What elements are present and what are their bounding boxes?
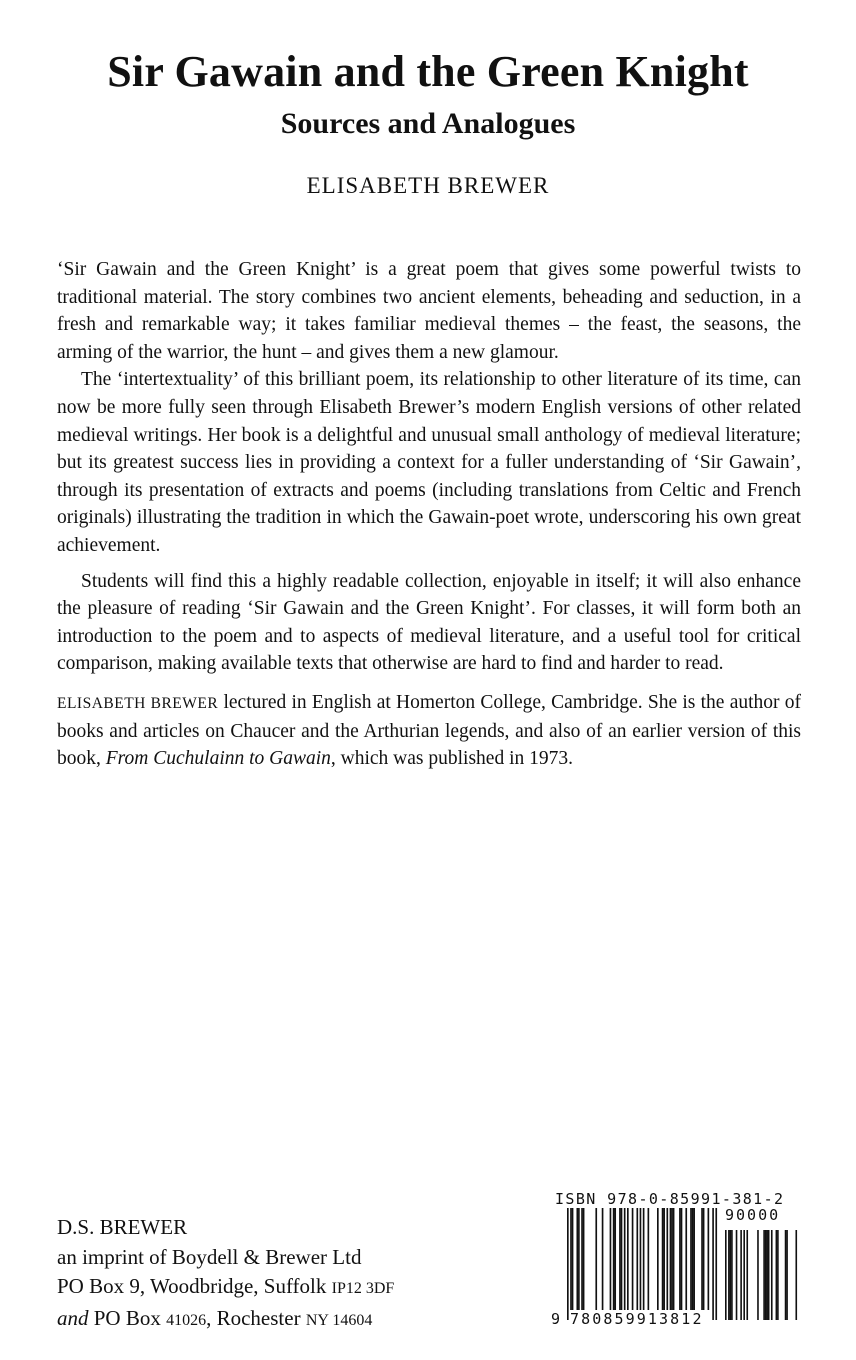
barcode-bar bbox=[690, 1208, 692, 1310]
addon-bar bbox=[768, 1230, 770, 1320]
address-us-box: 41026 bbox=[166, 1311, 207, 1329]
barcode-bar bbox=[583, 1208, 585, 1310]
addon-bar bbox=[728, 1230, 730, 1320]
addon-bar bbox=[766, 1230, 768, 1320]
barcode-bar bbox=[624, 1208, 626, 1310]
barcode-bar bbox=[576, 1208, 578, 1310]
barcode-bar bbox=[712, 1208, 714, 1320]
publisher-address-uk bbox=[57, 1272, 394, 1304]
barcode-bar bbox=[643, 1208, 645, 1320]
author-bio-name: ELISABETH BREWER bbox=[57, 694, 219, 712]
barcode-bar bbox=[621, 1208, 623, 1310]
book-author: ELISABETH BREWER bbox=[306, 173, 550, 198]
addon-bar bbox=[757, 1230, 759, 1320]
barcode-bar bbox=[681, 1208, 683, 1310]
barcode-bar bbox=[610, 1208, 612, 1310]
addon-bar bbox=[786, 1230, 788, 1320]
barcode-bar bbox=[581, 1208, 583, 1310]
barcode-bar bbox=[640, 1208, 642, 1320]
barcode-bar bbox=[701, 1208, 703, 1310]
ean-first-digit: 9 bbox=[551, 1310, 561, 1328]
addon-bar bbox=[731, 1230, 733, 1320]
barcode-bar bbox=[648, 1208, 650, 1310]
addon-bar bbox=[765, 1230, 767, 1320]
earlier-book-title: From Cuchulainn to Gawain bbox=[105, 748, 331, 770]
barcode-bar bbox=[670, 1208, 672, 1310]
book-subtitle: Sources and Analogues bbox=[280, 107, 576, 140]
barcode-bar bbox=[662, 1208, 664, 1310]
addon-bar bbox=[725, 1230, 727, 1320]
barcode-bar bbox=[627, 1208, 629, 1310]
barcode-bar bbox=[578, 1208, 580, 1310]
addon-bar bbox=[795, 1230, 797, 1320]
barcode-bar bbox=[657, 1208, 659, 1310]
addon-bar bbox=[785, 1230, 787, 1320]
addon-bar bbox=[743, 1230, 745, 1320]
publisher-name: D.S. BREWER bbox=[57, 1215, 188, 1239]
address-us-main: PO Box bbox=[88, 1305, 167, 1330]
addon-bar bbox=[771, 1230, 773, 1320]
barcode-bar bbox=[715, 1208, 717, 1320]
barcode-bar bbox=[595, 1208, 597, 1310]
barcode-bar bbox=[666, 1208, 668, 1310]
addon-bar bbox=[736, 1230, 738, 1320]
barcode-bar bbox=[614, 1208, 616, 1310]
addon-bar bbox=[740, 1230, 742, 1320]
addon-bar bbox=[776, 1230, 778, 1320]
barcode-bar bbox=[685, 1208, 687, 1310]
barcode-bar bbox=[703, 1208, 705, 1310]
barcode-bar bbox=[693, 1208, 695, 1310]
author-bio-text: lectured in English at Homerton College, Cambridge. She is the author of books and articles on Chaucer and the Arthurian legends, and also of an earlier version of this book, bbox=[57, 691, 802, 770]
barcode-bar bbox=[708, 1208, 710, 1310]
blurb-paragraph-1: ‘Sir Gawain and the Green Knight’ is a great poem that gives some powerful twists to traditional material. The story combines two ancient elements, beheading and seduction, in a fresh and remarkable way; it takes familiar medieval themes – the feast, the seasons, the arming of the warrior, the hunt – and gives them a new glamour. bbox=[57, 259, 801, 363]
barcode-bar bbox=[602, 1208, 604, 1310]
address-us-zip: NY 14604 bbox=[305, 1311, 373, 1329]
barcode-bar bbox=[663, 1208, 665, 1310]
isbn-label: ISBN 978-0-85991-381-2 bbox=[555, 1190, 785, 1208]
publisher-imprint: an imprint of Boydell & Brewer Ltd bbox=[57, 1244, 362, 1269]
price-code: 90000 bbox=[725, 1206, 781, 1224]
publisher-address-us bbox=[57, 1304, 394, 1336]
barcode-bar bbox=[619, 1208, 621, 1310]
barcode-bar bbox=[613, 1208, 615, 1310]
barcode-bars bbox=[549, 1208, 799, 1320]
author-bio-text-end: , which was published in 1973. bbox=[330, 748, 574, 770]
address-uk-postcode: IP12 3DF bbox=[331, 1280, 395, 1297]
addon-bar bbox=[763, 1230, 765, 1320]
barcode-bar bbox=[572, 1208, 574, 1310]
addon-bar bbox=[777, 1230, 779, 1320]
barcode bbox=[549, 1190, 799, 1330]
barcode-bar bbox=[679, 1208, 681, 1310]
barcode-bar bbox=[671, 1208, 673, 1310]
address-us-city: , Rochester bbox=[206, 1305, 306, 1330]
publisher-block bbox=[57, 1213, 394, 1335]
barcode-bar bbox=[673, 1208, 675, 1310]
address-uk-main: PO Box 9, Woodbridge, Suffolk bbox=[57, 1274, 332, 1298]
blurb bbox=[57, 256, 801, 773]
ean-digits: 780859913812 bbox=[570, 1310, 704, 1328]
blurb-paragraph-3: Students will find this a highly readable collection, enjoyable in itself; it will also enhance the pleasure of reading ‘Sir Gawain and the Green Knight’. For classes, it will form both an introduction to the poem and to aspects of medieval literature, and a useful tool for critical comparison, making available texts that otherwise are hard to find and harder to read. bbox=[57, 570, 801, 675]
book-title: Sir Gawain and the Green Knight bbox=[107, 47, 749, 96]
address-us-and: and bbox=[57, 1305, 89, 1330]
addon-bar bbox=[746, 1230, 748, 1320]
barcode-bar bbox=[570, 1208, 572, 1320]
barcode-bar bbox=[567, 1208, 569, 1320]
author-bio bbox=[57, 689, 801, 773]
barcode-bar bbox=[692, 1208, 694, 1310]
barcode-bar bbox=[632, 1208, 634, 1310]
barcode-bar bbox=[636, 1208, 638, 1310]
addon-bar bbox=[730, 1230, 732, 1320]
blurb-paragraph-2: The ‘intertextuality’ of this brilliant poem, its relationship to other literature of its time, can now be more fully seen through Elisabeth Brewer’s modern English versions of other related medieval writings. Her book is a delightful and unusual small anthology of medieval literature; but its greatest success lies in providing a context for a fuller understanding of ‘Sir Gawain’, through its presentation of extracts and poems (including translations from Celtic and French originals) illustrating the tradition in which the Gawain-poet wrote, underscoring his own great achievement. bbox=[57, 369, 801, 556]
